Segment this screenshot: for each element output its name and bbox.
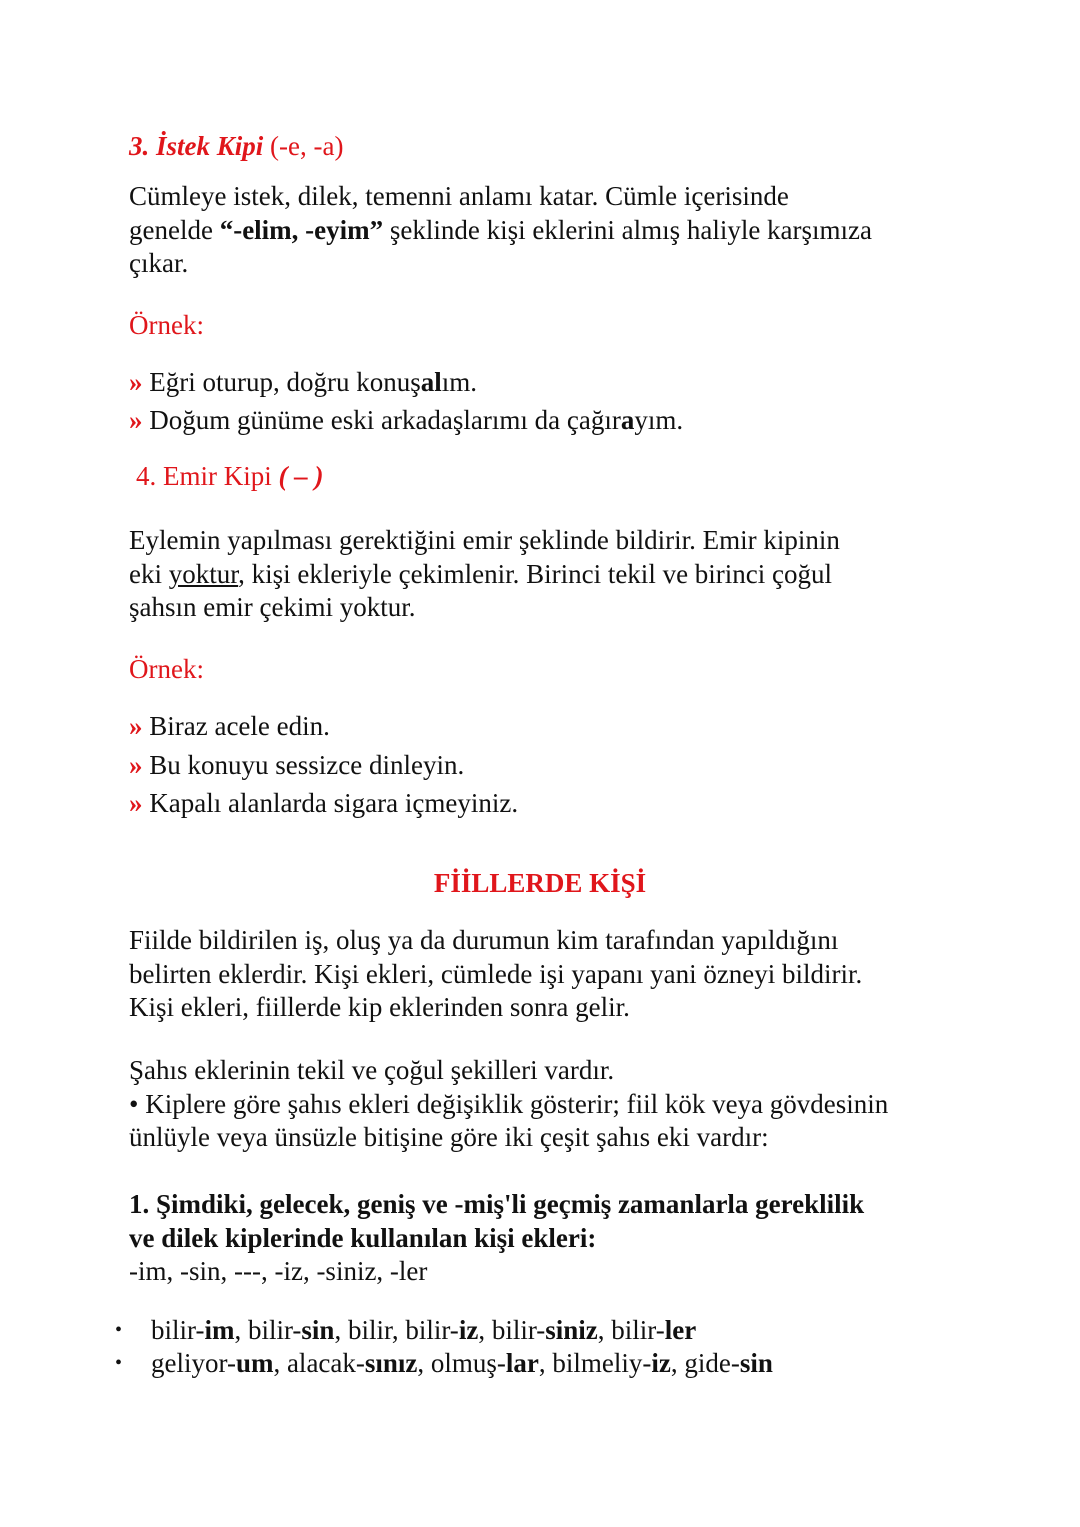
arrow-marker-icon: » [129, 711, 143, 741]
arrow-marker-icon: » [129, 788, 143, 818]
emir-example-1: » Biraz acele edin. [129, 711, 330, 741]
istek-example-label: Örnek: [129, 310, 204, 340]
arrow-marker-icon: » [129, 750, 143, 780]
list-item: • bilir-im, bilir-sin, bilir, bilir-iz, bilir-siniz, bilir-ler [115, 1315, 697, 1345]
istek-kipi-heading: 3. İstek Kipi (-e, -a) [129, 131, 344, 161]
list-item: • geliyor-um, alacak-sınız, olmuş-lar, bilmeliy-iz, gide-sin [115, 1348, 773, 1378]
arrow-marker-icon: » [129, 367, 143, 397]
bullet-icon: • [115, 1319, 123, 1341]
istek-kipi-description: Cümleye istek, dilek, temenni anlamı katar. Cümle içerisinde genelde “-elim, -eyim” şeklinde kişi eklerini almış haliyle karşımıza çıkar. [129, 181, 873, 278]
istek-example-1: » Eğri oturup, doğru konuşalım. [129, 367, 478, 397]
emir-kipi-description: Eylemin yapılması gerektiğini emir şeklinde bildirir. Emir kipinin eki yoktur, kişi ekleriyle çekimlenir. Birinci tekil ve birinci çoğul şahsın emir çekimi yoktur. [129, 525, 840, 622]
istek-example-2: » Doğum günüme eski arkadaşlarımı da çağırayım. [129, 405, 684, 435]
kisi-paragraph-1: Fiilde bildirilen iş, oluş ya da durumun kim tarafından yapıldığını belirten eklerdir. Kişi ekleri, cümlede işi yapanı yani özneyi bildirir. Kişi ekleri, fiillerde kip eklerinden sonra gelir. [129, 925, 863, 1022]
bullet-icon: • [115, 1352, 123, 1374]
emir-example-3: » Kapalı alanlarda sigara içmeyiniz. [129, 788, 519, 818]
emir-example-label: Örnek: [129, 654, 204, 684]
kisi-subheading: 1. Şimdiki, gelecek, geniş ve -miş'li geçmiş zamanlarla gereklilik ve dilek kiplerinde kullanılan kişi ekleri: -im, -sin, ---, -iz, -siniz, -ler [129, 1189, 865, 1286]
emir-kipi-heading: 4. Emir Kipi ( – ) [136, 461, 324, 491]
kisi-paragraph-2: Şahıs eklerinin tekil ve çoğul şekilleri vardır. • Kiplere göre şahıs ekleri değişiklik gösterir; fiil kök veya gövdesinin ünlüyle veya ünsüzle bitişine göre iki çeşit şahıs eki vardır: [129, 1055, 889, 1152]
section-title: FİİLLERDE KİŞİ [433, 868, 647, 898]
arrow-marker-icon: » [129, 405, 143, 435]
emir-example-2: » Bu konuyu sessizce dinleyin. [129, 750, 465, 780]
